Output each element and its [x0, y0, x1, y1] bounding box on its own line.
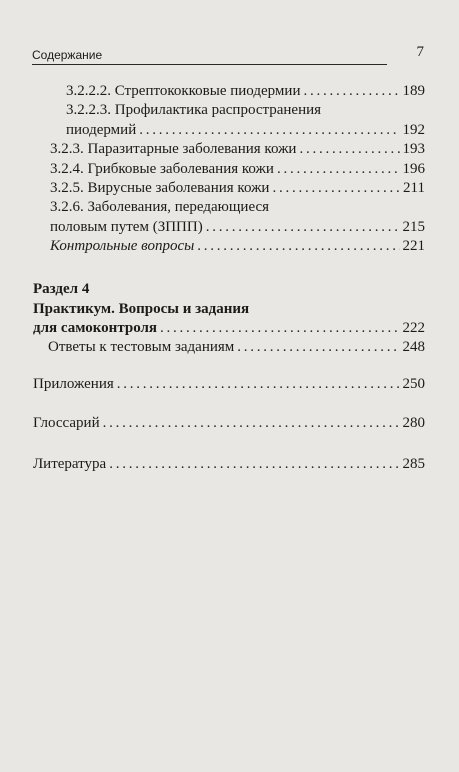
toc-entry-label: для самоконтроля	[33, 320, 158, 336]
running-header	[32, 44, 424, 66]
toc-entry	[50, 160, 425, 178]
toc-entry-line: 3.2.6. Заболевания, передающиеся	[50, 199, 270, 215]
toc-entry-page: 222	[402, 320, 425, 336]
toc-entry	[33, 375, 425, 393]
toc-entry-label: 3.2.3. Паразитарные заболевания кожи	[50, 141, 297, 157]
header-page-number: 7	[416, 44, 424, 60]
toc-leader-dots	[272, 179, 400, 197]
toc-entry-page: 196	[402, 161, 425, 177]
toc-entry-label: 3.2.5. Вирусные заболевания кожи	[50, 180, 270, 196]
toc-entry-page: 189	[402, 83, 425, 99]
toc-entry	[33, 319, 425, 337]
toc-leader-dots	[139, 121, 399, 139]
toc-leader-dots	[160, 319, 399, 337]
toc-entry-label: Контрольные вопросы	[50, 238, 195, 254]
toc-entry-label: Ответы к тестовым заданиям	[48, 339, 235, 355]
toc-entry-page: 192	[402, 122, 425, 138]
toc-entry-page: 250	[402, 376, 425, 392]
toc-entry	[50, 237, 425, 255]
toc-leader-dots	[277, 160, 400, 178]
toc-entry	[48, 338, 425, 356]
toc-entry	[50, 179, 425, 197]
toc-entry-label: пиодермий	[66, 122, 137, 138]
toc-entry-label: половым путем (ЗППП)	[50, 219, 203, 235]
toc-leader-dots	[303, 82, 399, 100]
toc-entry-label: Глоссарий	[33, 415, 100, 431]
toc-leader-dots	[117, 375, 400, 393]
toc-entry-label: Приложения	[33, 376, 114, 392]
toc-entry-page: 248	[402, 339, 425, 355]
toc-entry-page: 215	[402, 219, 425, 235]
toc-leader-dots	[299, 140, 399, 158]
section-subtitle: Практикум. Вопросы и задания	[33, 301, 250, 317]
toc-entry-page: 285	[402, 456, 425, 472]
toc-leader-dots	[103, 414, 400, 432]
toc-entry	[66, 82, 425, 100]
toc-entry-line: 3.2.2.3. Профилактика распространения	[66, 102, 322, 118]
toc-leader-dots	[237, 338, 399, 356]
toc-leader-dots	[197, 237, 399, 255]
toc-entry-page: 221	[402, 238, 425, 254]
toc-entry-label: 3.2.2.2. Стрептококковые пиодермии	[66, 83, 301, 99]
section-title: Раздел 4	[33, 281, 90, 297]
toc-entry	[50, 218, 425, 236]
header-title: Содержание	[32, 48, 103, 62]
toc-entry	[66, 121, 425, 139]
toc-entry	[33, 414, 425, 432]
toc-entry-page: 193	[402, 141, 425, 157]
header-rule	[32, 64, 387, 65]
toc-entry-label: Литература	[33, 456, 107, 472]
toc-leader-dots	[109, 455, 399, 473]
toc-entry	[50, 140, 425, 158]
toc-leader-dots	[206, 218, 400, 236]
toc-entry-page: 211	[403, 180, 425, 196]
toc-entry	[33, 455, 425, 473]
toc-entry-label: 3.2.4. Грибковые заболевания кожи	[50, 161, 274, 177]
toc-entry-page: 280	[402, 415, 425, 431]
